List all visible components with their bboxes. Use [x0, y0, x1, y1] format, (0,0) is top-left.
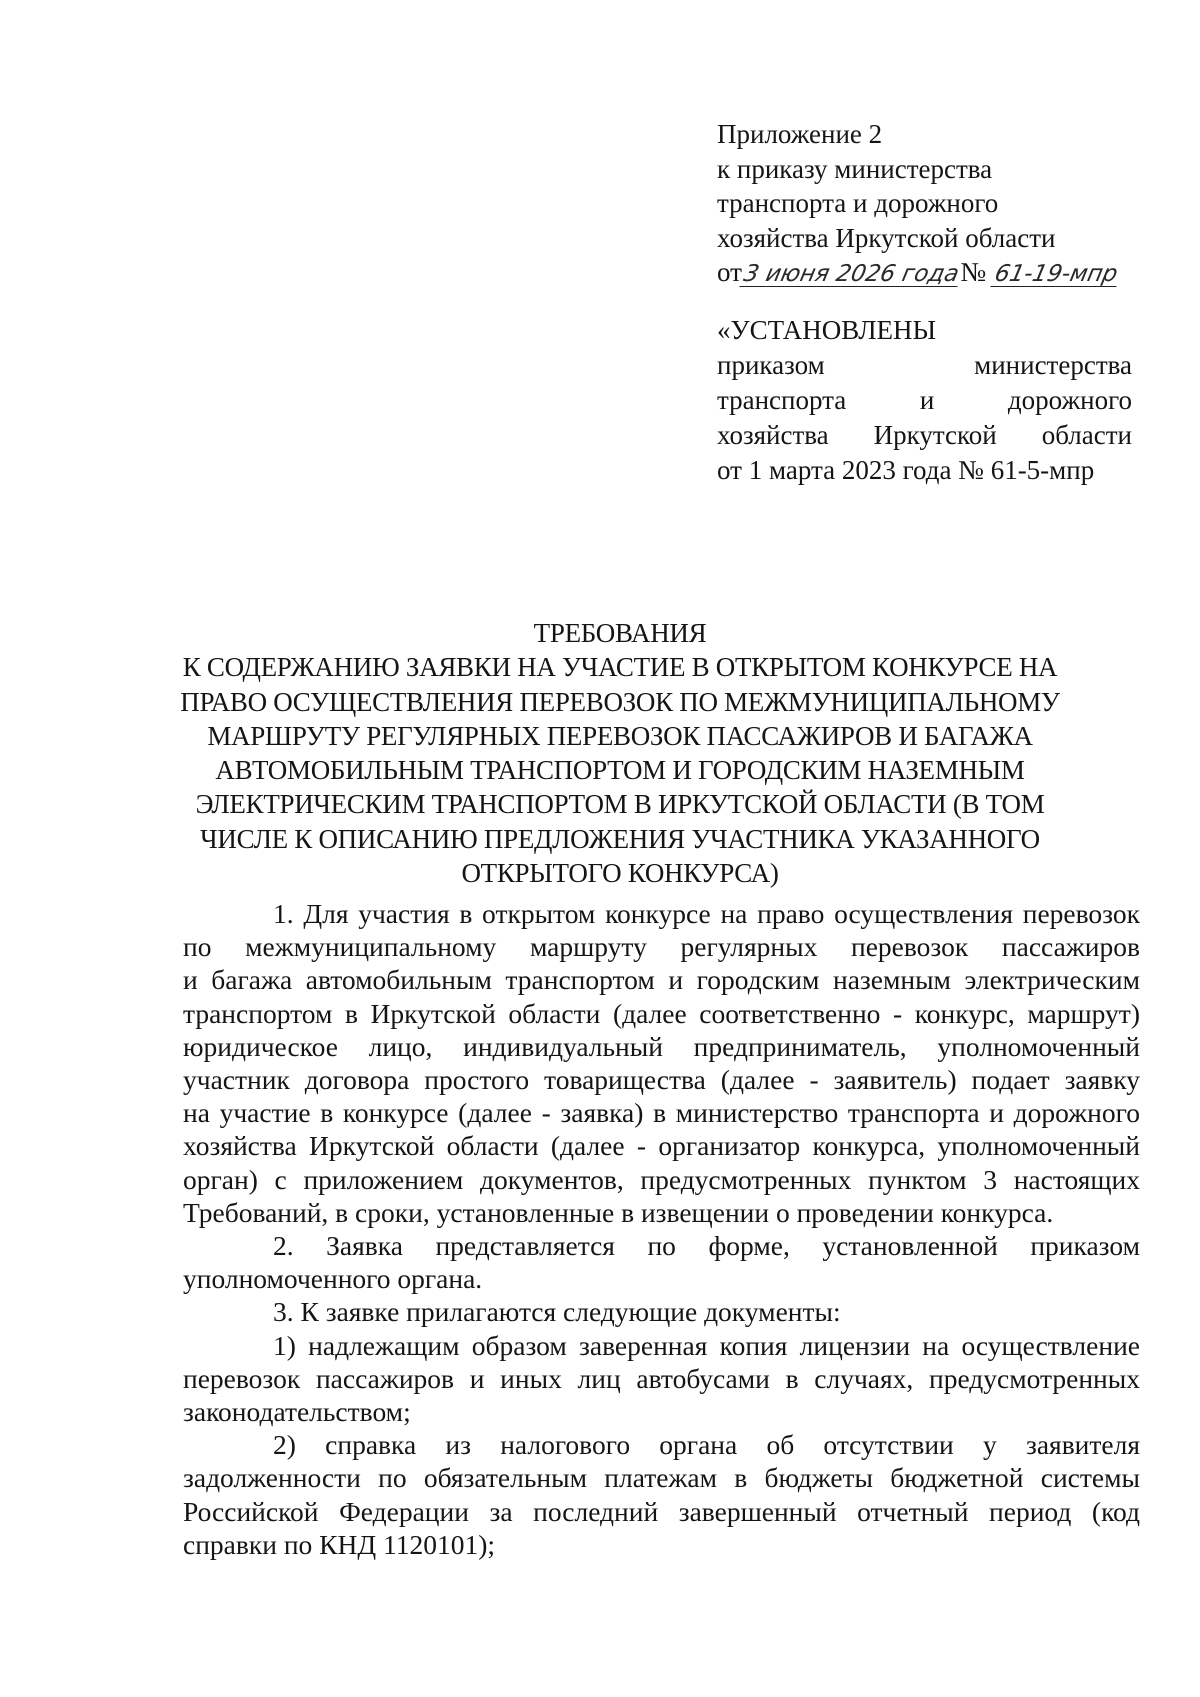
approved-stamp-block	[717, 313, 1132, 488]
order-number-prefix: №	[960, 257, 987, 287]
paragraph-1-line: хозяйства Иркутской области (далее - организатор конкурса, уполномоченный	[183, 1130, 1140, 1162]
appendix-line: Приложение 2	[717, 119, 883, 149]
handwritten-order-date: 3 июня 2026 года	[741, 261, 962, 287]
paragraph-1-line: участник договора простого товарищества (далее - заявитель) подает заявку	[183, 1064, 1140, 1096]
approved-line: от 1 марта 2023 года № 61-5-мпр	[717, 455, 1095, 485]
approved-line: приказом министерства	[717, 350, 1132, 380]
paragraph-1-line: 1. Для участия в открытом конкурсе на право осуществления перевозок	[273, 898, 1140, 929]
handwritten-order-number: 61-19-мпр	[992, 261, 1120, 287]
title-line: АВТОМОБИЛЬНЫМ ТРАНСПОРТОМ И ГОРОДСКИМ НАЗЕМНЫМ	[215, 755, 1025, 786]
order-date-prefix: от	[717, 257, 742, 287]
title-line: МАРШРУТУ РЕГУЛЯРНЫХ ПЕРЕВОЗОК ПАССАЖИРОВ И БАГАЖА	[207, 720, 1033, 751]
title-line: ТРЕБОВАНИЯ	[533, 618, 707, 648]
appendix-header	[717, 117, 1137, 290]
subitem-2-line: задолженности по обязательным платежам в бюджеты бюджетной системы	[183, 1462, 1140, 1494]
appendix-line: к приказу министерства	[717, 153, 993, 184]
subitem-2-line: Российской Федерации за последний завершенный отчетный период (код	[183, 1495, 1140, 1527]
subitem-1-line: перевозок пассажиров и иных лиц автобусами в случаях, предусмотренных	[183, 1362, 1140, 1394]
paragraph-1-line: по межмуниципальному маршруту регулярных перевозок пассажиров	[183, 931, 1140, 963]
paragraph-1-line: транспортом в Иркутской области (далее соответственно - конкурс, маршрут)	[183, 997, 1140, 1029]
paragraph-2-line: 2. Заявка представляется по форме, установленной приказом	[273, 1230, 1140, 1262]
paragraph-1-line: на участие в конкурсе (далее - заявка) в министерство транспорта и дорожного	[183, 1097, 1140, 1129]
paragraph-1-line: юридическое лицо, индивидуальный предприниматель, уполномоченный	[183, 1030, 1140, 1062]
approved-line: хозяйства Иркутской области	[717, 420, 1132, 450]
approved-line: транспорта и дорожного	[717, 385, 1132, 415]
paragraph-3-line: 3. К заявке прилагаются следующие документы:	[273, 1296, 841, 1328]
approved-line: «УСТАНОВЛЕНЫ	[717, 315, 937, 345]
subitem-1-line: законодательством;	[183, 1396, 411, 1428]
paragraph-1-line: орган) с приложением документов, предусмотренных пунктом 3 настоящих	[183, 1163, 1140, 1195]
subitem-2-line: 2) справка из налогового органа об отсутствии у заявителя	[273, 1429, 1140, 1461]
order-reference-line	[717, 255, 1137, 290]
appendix-line: хозяйства Иркутской области	[717, 222, 1056, 253]
paragraph-1-line: и багажа автомобильным транспортом и городским наземным электрическим	[183, 964, 1140, 996]
title-line: ЧИСЛЕ К ОПИСАНИЮ ПРЕДЛОЖЕНИЯ УЧАСТНИКА УКАЗАННОГО	[200, 823, 1040, 854]
document-title	[160, 616, 1080, 890]
title-line: ПРАВО ОСУЩЕСТВЛЕНИЯ ПЕРЕВОЗОК ПО МЕЖМУНИЦИПАЛЬНОМУ	[180, 686, 1060, 717]
paragraph-1-line: Требований, в сроки, установленные в извещении о проведении конкурса.	[183, 1196, 1054, 1228]
paragraph-2-line: уполномоченного органа.	[183, 1263, 483, 1295]
title-line: К СОДЕРЖАНИЮ ЗАЯВКИ НА УЧАСТИЕ В ОТКРЫТОМ КОНКУРСЕ НА	[182, 652, 1058, 683]
subitem-2-line: справки по КНД 1120101);	[183, 1528, 496, 1560]
subitem-1-line: 1) надлежащим образом заверенная копия лицензии на осуществление	[273, 1329, 1140, 1361]
title-line: ОТКРЫТОГО КОНКУРСА)	[461, 858, 779, 889]
appendix-line: транспорта и дорожного	[717, 188, 999, 218]
title-line: ЭЛЕКТРИЧЕСКИМ ТРАНСПОРТОМ В ИРКУТСКОЙ ОБЛАСТИ (В ТОМ	[195, 789, 1045, 820]
document-body	[183, 897, 1140, 1561]
